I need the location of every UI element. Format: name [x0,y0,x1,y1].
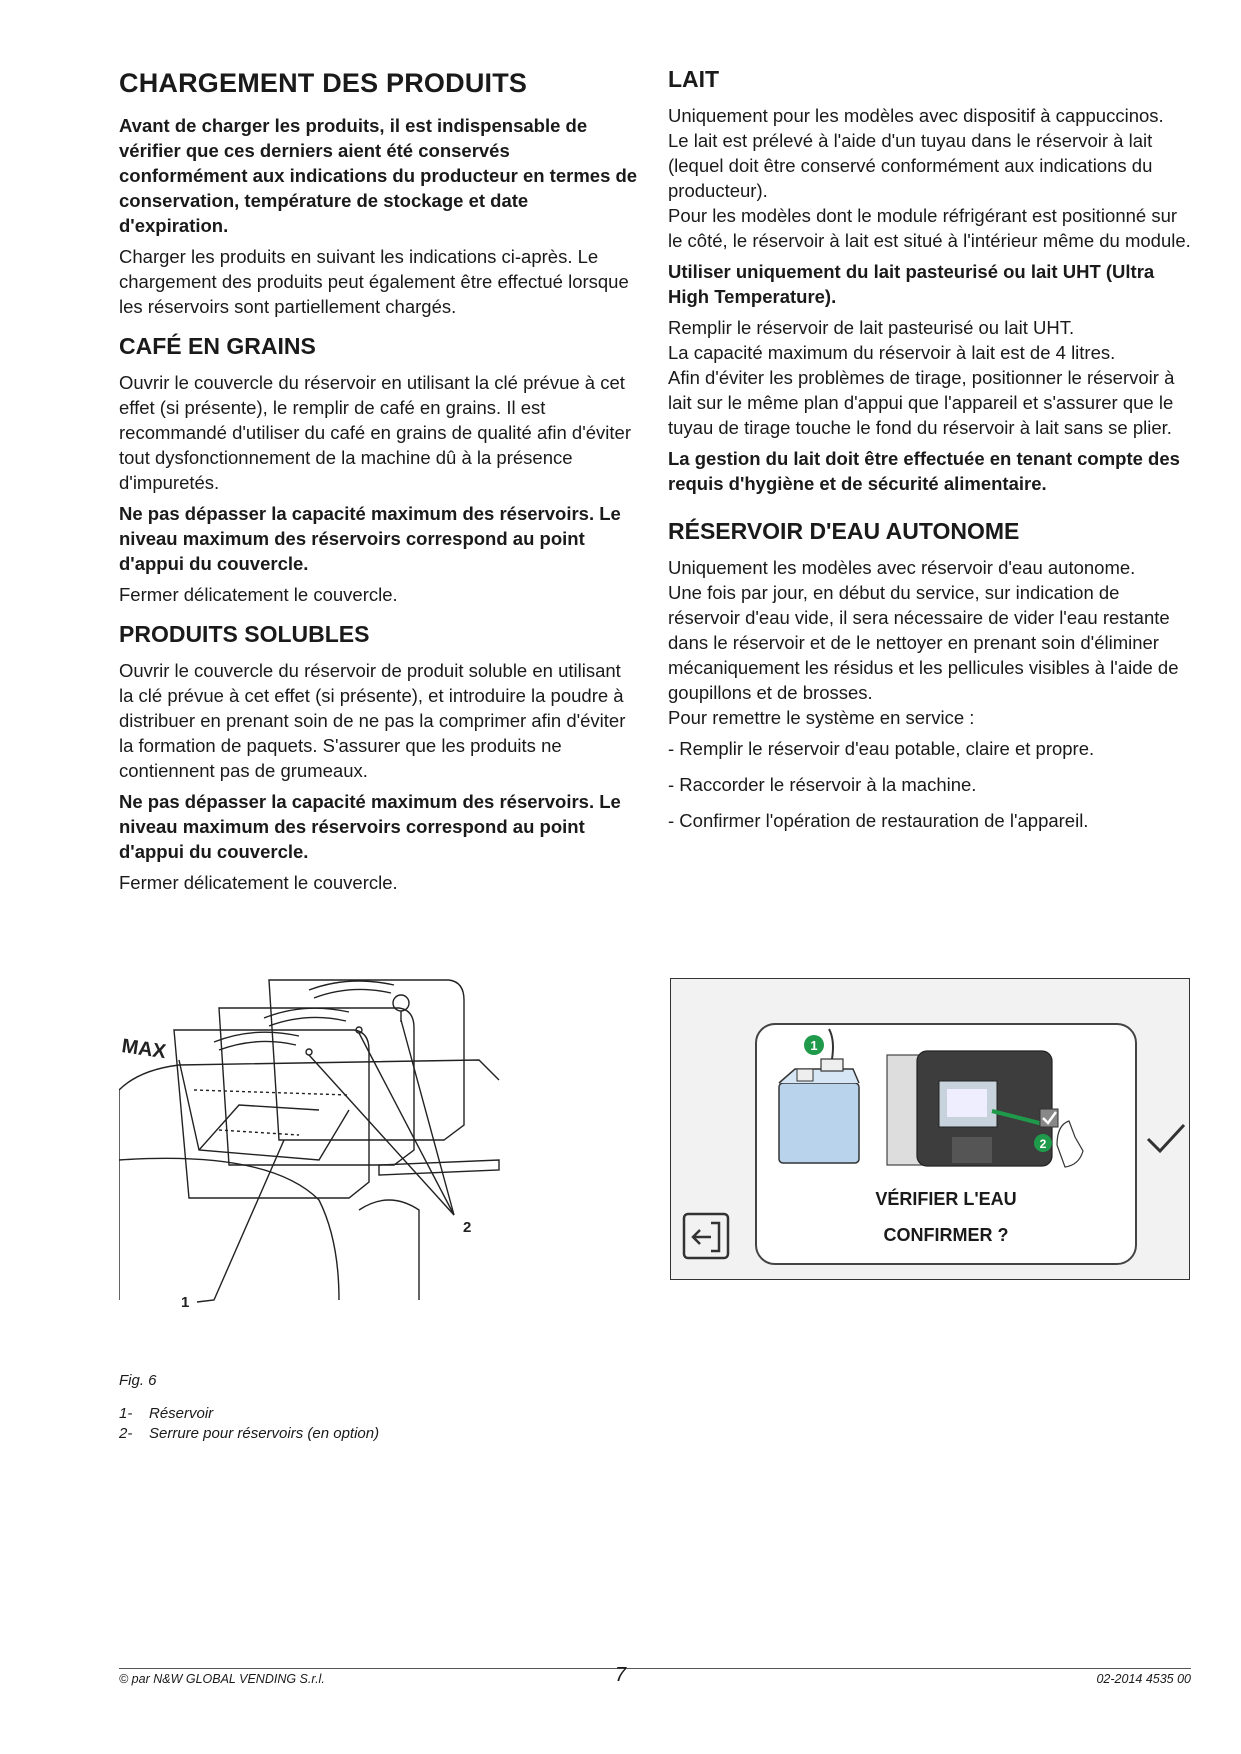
finger-icon [1057,1121,1083,1167]
solubles-warning: Ne pas dépasser la capacité maximum des réservoirs. Le niveau maximum des réservoirs correspond au point d'appui du couvercle. [119,791,621,862]
callout-1: 1 [181,1294,190,1311]
section-heading-solubles: PRODUITS SOLUBLES [119,621,370,647]
prompt-line-1: VÉRIFIER L'EAU [875,1189,1017,1209]
solubles-text: Ouvrir le couvercle du réservoir de produit soluble en utilisant la clé prévue à cet effet (si présente), et introduire la poudre à distribuer en prenant soin de ne pas la comprimer afin d'éviter la formation de paquets. S'assurer que les produits ne contiennent pas de grumeaux. [119,660,626,781]
footer-doc-code: 02-2014 4535 00 [1096,1672,1191,1686]
footer-copyright: © par N&W GLOBAL VENDING S.r.l. [119,1672,325,1686]
intro-bold: Avant de charger les produits, il est indispensable de vérifier que ces derniers aient été conservés conformément aux indications du producteur en termes de conservation, température de stockage et date d'expiration. [119,115,638,236]
intro-text: Charger les produits en suivant les indications ci-après. Le chargement des produits peut également être effectué lorsque les réservoirs sont partiellement chargés. [119,246,629,317]
eau-text-2: Une fois par jour, en début du service, sur indication de réservoir d'eau vide, il sera nécessaire de vider l'eau restante dans le réservoir et de le nettoyer en prenant soin d'éliminer mécaniquement les résidus et les pellicules visibles à l'aide de goupillons et de brosses. [668,582,1179,703]
section-heading-lait: LAIT [668,66,720,92]
eau-step: - Raccorder le réservoir à la machine. [668,774,977,795]
lait-text-1: Uniquement pour les modèles avec dispositif à cappuccinos. [668,105,1164,126]
eau-step: - Remplir le réservoir d'eau potable, claire et propre. [668,738,1095,759]
lait-text-3: Pour les modèles dont le module réfrigérant est positionné sur le côté, le réservoir à lait est situé à l'intérieur même du module. [668,205,1191,251]
max-label: MAX [120,1035,168,1064]
step-2-number: 2 [1039,1137,1047,1151]
eau-text-1: Uniquement les modèles avec réservoir d'eau autonome. [668,557,1136,578]
eau-step: - Confirmer l'opération de restauration de l'appareil. [668,810,1089,831]
prompt-line-2: CONFIRMER ? [883,1225,1009,1245]
cafe-text: Ouvrir le couvercle du réservoir en utilisant la clé prévue à cet effet (si présente), le remplir de café en grains. Il est recommandé d'utiliser du café en grains de qualité afin d'éviter tout dysfonctionnement de la machine dû à la présence d'impuretés. [119,372,631,493]
lait-bold-2: La gestion du lait doit être effectuée en tenant compte des requis d'hygiène et de sécurité alimentaire. [668,448,1180,494]
section-heading-eau: RÉSERVOIR D'EAU AUTONOME [668,518,1020,544]
legend-item: 1- Réservoir [119,1405,214,1422]
display-screen [755,1023,1137,1265]
lait-text-6: Afin d'éviter les problèmes de tirage, positionner le réservoir à lait sur le même plan d'appui que l'appareil et s'assurer que le tuyau de tirage touche le fond du réservoir à lait sans se plier. [668,367,1175,438]
step-1-number: 1 [810,1038,818,1053]
lait-text-4: Remplir le réservoir de lait pasteurisé ou lait UHT. [668,317,1075,338]
figure-caption: Fig. 6 [119,1372,157,1389]
lait-text-5: La capacité maximum du réservoir à lait est de 4 litres. [668,342,1116,363]
legend-item: 2- Serrure pour réservoirs (en option) [119,1425,380,1442]
exit-icon[interactable] [681,1211,731,1261]
coffee-machine-icon [887,1051,1052,1166]
solubles-close: Fermer délicatement le couvercle. [119,872,398,893]
cafe-warning: Ne pas dépasser la capacité maximum des réservoirs. Le niveau maximum des réservoirs correspond au point d'appui du couvercle. [119,503,621,574]
confirm-check-icon[interactable] [1145,1121,1187,1157]
figure-legend [119,1404,379,1444]
section-heading-cafe: CAFÉ EN GRAINS [119,333,316,359]
page-number: 7 [614,1664,627,1686]
lait-text-2: Le lait est prélevé à l'aide d'un tuyau dans le réservoir à lait (lequel doit être conservé conformément aux indications du producteur). [668,130,1153,201]
water-check-illustration [757,1025,1137,1175]
canister-figure [119,960,549,1340]
cafe-close: Fermer délicatement le couvercle. [119,584,398,605]
control-panel [670,978,1190,1280]
eau-text-3: Pour remettre le système en service : [668,707,975,728]
left-column [119,60,639,901]
callout-2: 2 [463,1219,472,1236]
lait-bold-1: Utiliser uniquement du lait pasteurisé ou lait UHT (Ultra High Temperature). [668,261,1155,307]
page-title: CHARGEMENT DES PRODUITS [119,68,528,98]
right-column [668,60,1194,839]
